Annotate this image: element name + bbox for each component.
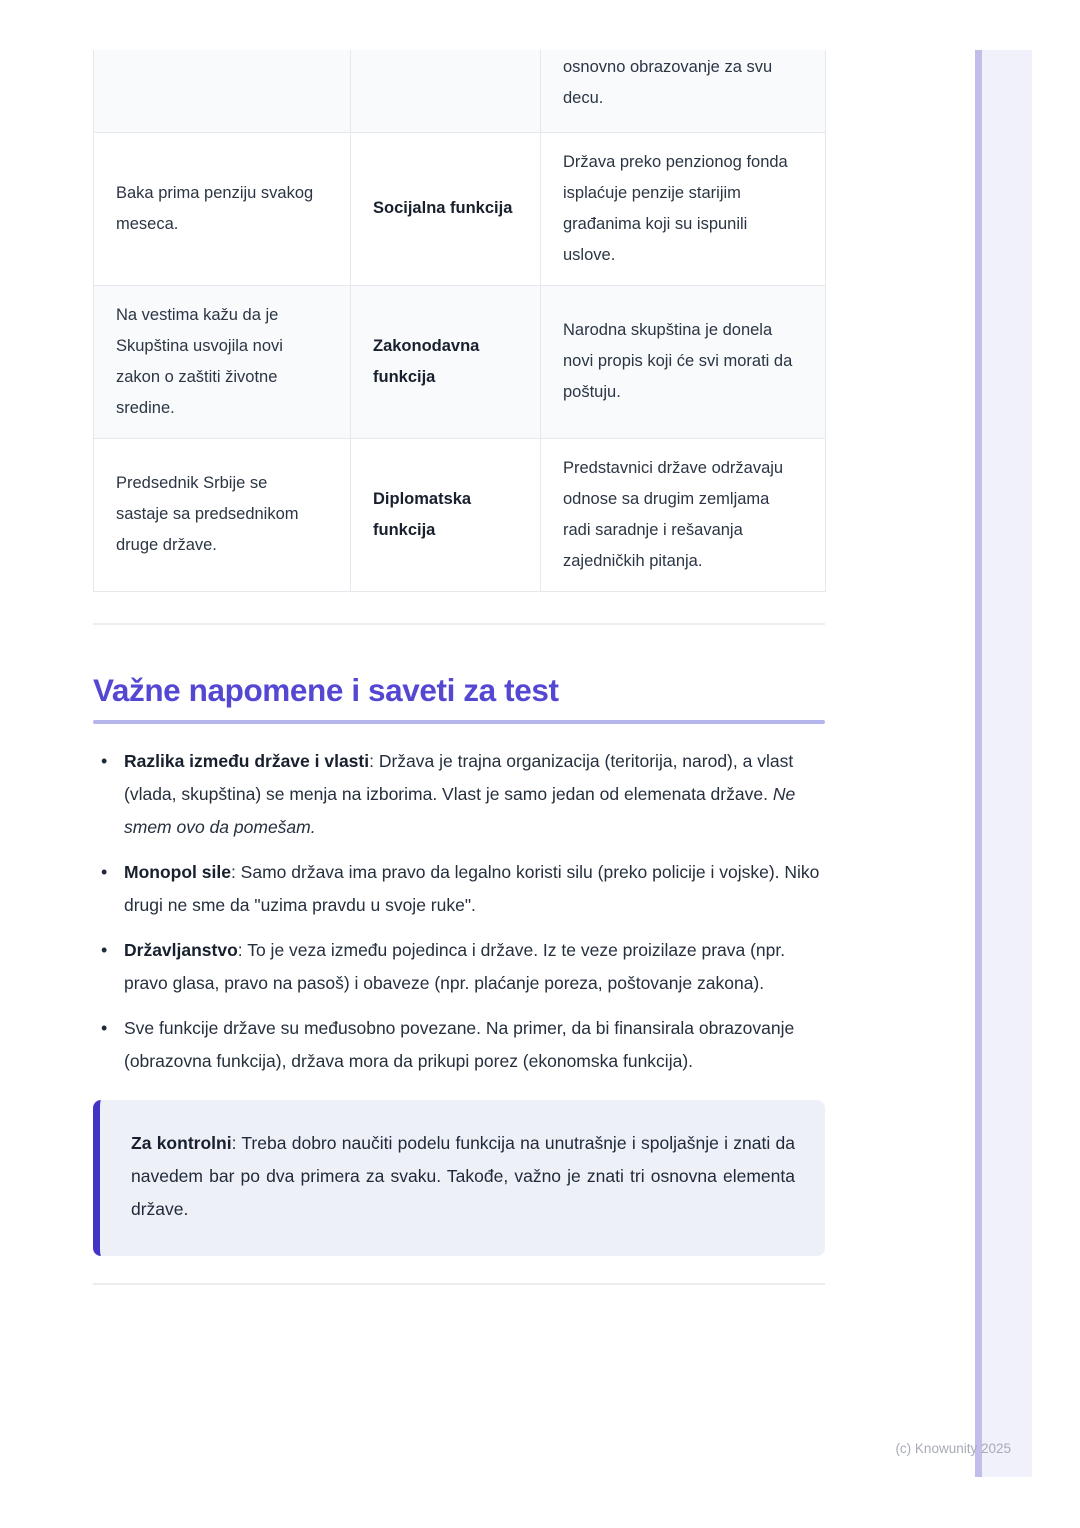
table-row: [94, 285, 826, 438]
note-text: Sve funkcije države su međusobno povezane. Na primer, da bi finansirala obrazovanje (obrazovna funkcija), država mora da prikupi porez (ekonomska funkcija).: [124, 1017, 795, 1071]
state-functions-table: [93, 50, 826, 592]
note-text: : To je veza između pojedinca i države. Iz te veze proizilaze prava (npr. pravo glasa, pravo na pasoš) i obaveze (npr. plaćanje poreza, poštovanje zakona).: [124, 939, 786, 993]
function-cell: [351, 50, 541, 132]
table-row: [94, 438, 826, 591]
note-item: [93, 856, 825, 922]
table-row: [94, 132, 826, 285]
note-item: [93, 745, 825, 844]
section-heading: Važne napomene i saveti za test: [93, 671, 559, 708]
example-cell: Na vestima kažu da je Skupština usvojila novi zakon o zaštiti životne sredine.: [94, 285, 351, 438]
description-cell: Predstavnici države održavaju odnose sa drugim zemljama radi saradnje i rešavanja zajedničkih pitanja.: [541, 438, 826, 591]
note-bold: Monopol sile: [124, 861, 231, 882]
description-cell: osnovno obrazovanje za svu decu.: [541, 50, 826, 132]
description-cell: Narodna skupština je donela novi propis koji će svi morati da poštuju.: [541, 285, 826, 438]
example-cell: Baka prima penziju svakog meseca.: [94, 132, 351, 285]
callout-body: : Treba dobro naučiti podelu funkcija na unutrašnje i spoljašnje i znati da navedem bar po dva primera za svaku. Takođe, važno je znati tri osnovna elementa države.: [131, 1132, 795, 1219]
page-content: [93, 50, 825, 1285]
note-text: : Samo država ima pravo da legalno koristi silu (preko policije i vojske). Niko drugi ne sme da "uzima pravdu u svoje ruke".: [124, 861, 820, 915]
callout-bold: Za kontrolni: [131, 1132, 232, 1153]
note-italic: Ne smem ovo da pomešam.: [124, 783, 796, 837]
description-cell: Država preko penzionog fonda isplaćuje penzije starijim građanima koji su ispunili uslove.: [541, 132, 826, 285]
example-cell: Predsednik Srbije se sastaje sa predsednikom druge države.: [94, 438, 351, 591]
note-item: [93, 1012, 825, 1078]
table-row: [94, 50, 826, 132]
heading-underline: [93, 720, 825, 724]
note-bold: Razlika između države i vlasti: [124, 750, 370, 771]
function-cell: Zakonodavna funkcija: [351, 285, 541, 438]
function-cell: Diplomatska funkcija: [351, 438, 541, 591]
section-divider: [93, 623, 825, 625]
note-item: [93, 934, 825, 1000]
callout-text: [131, 1127, 795, 1226]
function-cell: Socijalna funkcija: [351, 132, 541, 285]
notes-list: [93, 745, 825, 1078]
note-text: : Država je trajna organizacija (teritorija, narod), a vlast (vlada, skupština) se menja na izborima. Vlast je samo jedan od elemenata države.: [124, 750, 794, 804]
footer-divider: [93, 1283, 825, 1285]
callout-box: [93, 1100, 825, 1256]
example-cell: [94, 50, 351, 132]
copyright-text: (c) Knowunity 2025: [895, 1441, 1011, 1456]
adjacent-page-edge: [975, 50, 1032, 1477]
note-bold: Državljanstvo: [124, 939, 238, 960]
